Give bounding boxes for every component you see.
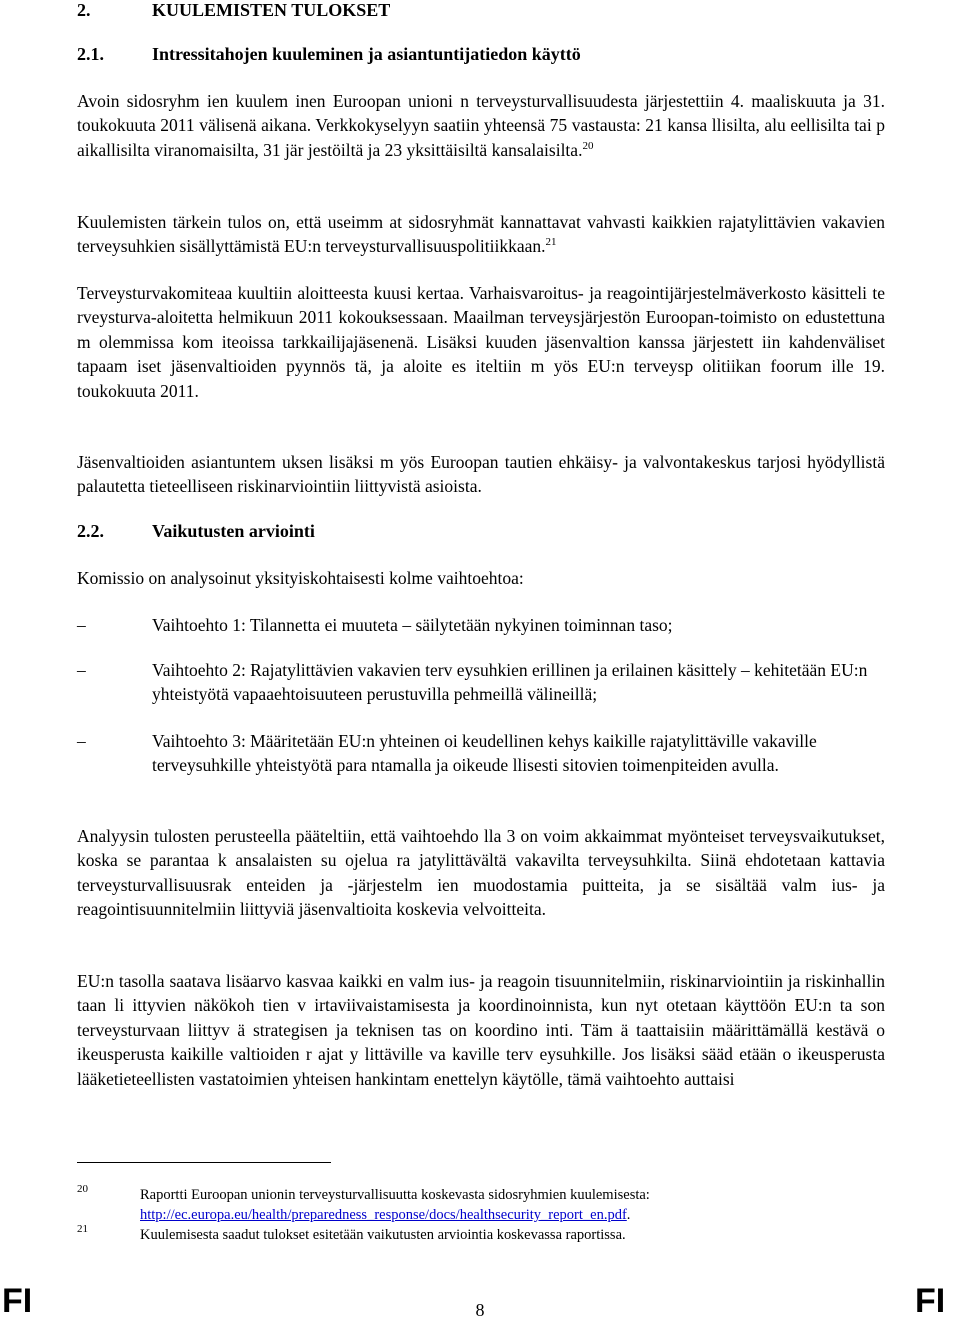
option-item-1 <box>77 613 885 638</box>
footnote-text: Raportti Euroopan unionin terveysturvallisuutta koskevasta sidosryhmien kuulemisesta: <box>140 1187 650 1203</box>
dash-bullet: – <box>77 615 86 635</box>
paragraph-analysis: Analyysin tulosten perusteella pääteltiin, että vaihtoehdo lla 3 on voim akkaimmat myönteiset terveysvaikutukset, koska se parantaa k ansalaisten su ojelua ra jatylittävältä vakavilta terveysuhkilta. Siinä ehdotetaan kattavia terveysturvallisuusrak enteiden ja -järjestelm ien muodostamia puitteita, ja se sisältää valm ius- ja reagointisuunnitelmiin liittyviä jäsenvaltioita koskevia velvoitteita. <box>77 826 885 920</box>
footnote-20: 20 Raportti Euroopan unionin terveysturvallisuutta koskevasta sidosryhmien kuulemisesta: http://ec.europa.eu/health/preparedness_response/docs/healthsecurity_report_en.pdf. <box>77 1183 650 1223</box>
section-number: 2. <box>77 0 91 20</box>
dash-bullet: – <box>77 660 86 680</box>
section-title: Vaikutusten arviointi <box>152 521 315 541</box>
section-heading-2 <box>77 0 777 20</box>
dash-bullet: – <box>77 731 86 751</box>
paragraph-options-intro: Komissio on analysoinut yksityiskohtaisesti kolme vaihtoehtoa: <box>77 568 524 588</box>
section-heading-2-2 <box>77 521 777 541</box>
paragraph-added-value: EU:n tasolla saatava lisäarvo kasvaa kaikki en valm ius- ja reagoin tisuunnitelmiin, riskinarviointiin ja riskinhallin taan li ittyvien näkökoh tien v irtaviivaistamisesta ja koordinoinnista, kun nyt otetaan käyttöön EU:n ta son terveysturvaan liittyv ä strategisen ja teknisen tas on koordino inti. Täm ä taattaisiin määrittämällä kestävä o ikeusperusta kaikille valtioiden r ajat y littäville va kaville terv eysuhkille. Jos lisäksi sääd etään o ikeusperusta lääketieteellisten vastatoimien yhteisen hankintam enettelyn käytölle, tämä vaihtoehto auttaisi <box>77 971 885 1089</box>
footnote-21 <box>0 1223 960 1245</box>
footnote-number: 21 <box>77 1223 88 1235</box>
option-text: Vaihtoehto 1: Tilannetta ei muuteta – säilytetään nykyinen toiminnan taso; <box>152 615 673 635</box>
option-item-2 <box>77 658 885 708</box>
page-number: 8 <box>475 1300 485 1320</box>
footnote-text: Kuulemisesta saadut tulokset esitetään vaikutusten arviointia koskevassa raportissa. <box>140 1227 626 1243</box>
footnote-ref-21[interactable]: 21 <box>545 236 557 249</box>
language-code-right: FI <box>915 1282 946 1320</box>
footnote-number: 20 <box>77 1183 88 1195</box>
footnote-link[interactable]: http://ec.europa.eu/health/preparedness_response/docs/healthsecurity_report_en.pdf <box>140 1207 627 1223</box>
language-code-left: FI <box>2 1282 33 1320</box>
option-text: Vaihtoehto 3: Määritetään EU:n yhteinen oi keudellinen kehys kaikille rajatylittäville vakaville terveysuhkille yhteistyötä para ntamalla ja oikeude llisesti sitovien toimenpiteiden avulla. <box>152 731 817 776</box>
section-number: 2.1. <box>77 44 104 64</box>
section-number: 2.2. <box>77 521 104 541</box>
paragraph-ecdc: Jäsenvaltioiden asiantuntem uksen lisäksi m yös Euroopan tautien ehkäisy- ja valvontakeskus tarjosi hyödyllistä palautetta tieteelliseen riskinarviointiin liittyvistä asioista. <box>77 452 885 497</box>
section-title: Intressitahojen kuuleminen ja asiantuntijatiedon käyttö <box>152 44 581 64</box>
section-title: KUULEMISTEN TULOKSET <box>152 0 391 20</box>
paragraph-main-result: Kuulemisten tärkein tulos on, että useimm at sidosryhmät kannattavat vahvasti kaikkien rajatylittävien vakavien terveysuhkien sisällyttämistä EU:n terveysturvallisuuspolitiikkaan.$^{21}$ <box>77 212 885 257</box>
paragraph-consultation: Avoin sidosryhm ien kuulem inen Euroopan unioni n terveysturvallisuudesta järjestettiin 4. maaliskuuta ja 31. toukokuuta 2011 välisenä aikana. Verkkokyselyyn saatiin yhteensä 75 vastausta: 21 kansa llisilta, alu eellisilta tai p aikallisilta viranomaisilta, 31 jär jestöiltä ja 23 yksittäisiltä kansalaisilta.$^{20}$ <box>77 91 885 160</box>
paragraph-committee: Terveysturvakomiteaa kuultiin aloitteesta kuusi kertaa. Varhaisvaroitus- ja reagointijärjestelmäverkosto käsitteli te rveysturva-aloitetta helmikuun 2011 kokouksessaan. Maailman terveysjärjestön Euroopan-toimisto on edustettuna m olemmissa kom iteoissa tarkkailijajäsenenä. Lisäksi kuuden jäsenvaltion kanssa järjestett iin kahdenväliset tapaam iset jäsenvaltioiden pyynnös tä, ja aloite es iteltiin m yös EU:n terveysp olitiikan foorum ille 19. toukokuuta 2011. <box>77 283 885 401</box>
option-text: Vaihtoehto 2: Rajatylittävien vakavien terv eysuhkien erillinen ja erilainen käsittely – kehitetään EU:n yhteistyötä vapaaehtoisuuteen perustuvilla pehmeillä välineillä; <box>152 660 868 705</box>
option-item-3 <box>77 729 885 804</box>
footnote-separator <box>77 1162 331 1163</box>
section-heading-2-1 <box>77 44 877 64</box>
footnote-ref-20[interactable]: 20 <box>582 139 594 152</box>
